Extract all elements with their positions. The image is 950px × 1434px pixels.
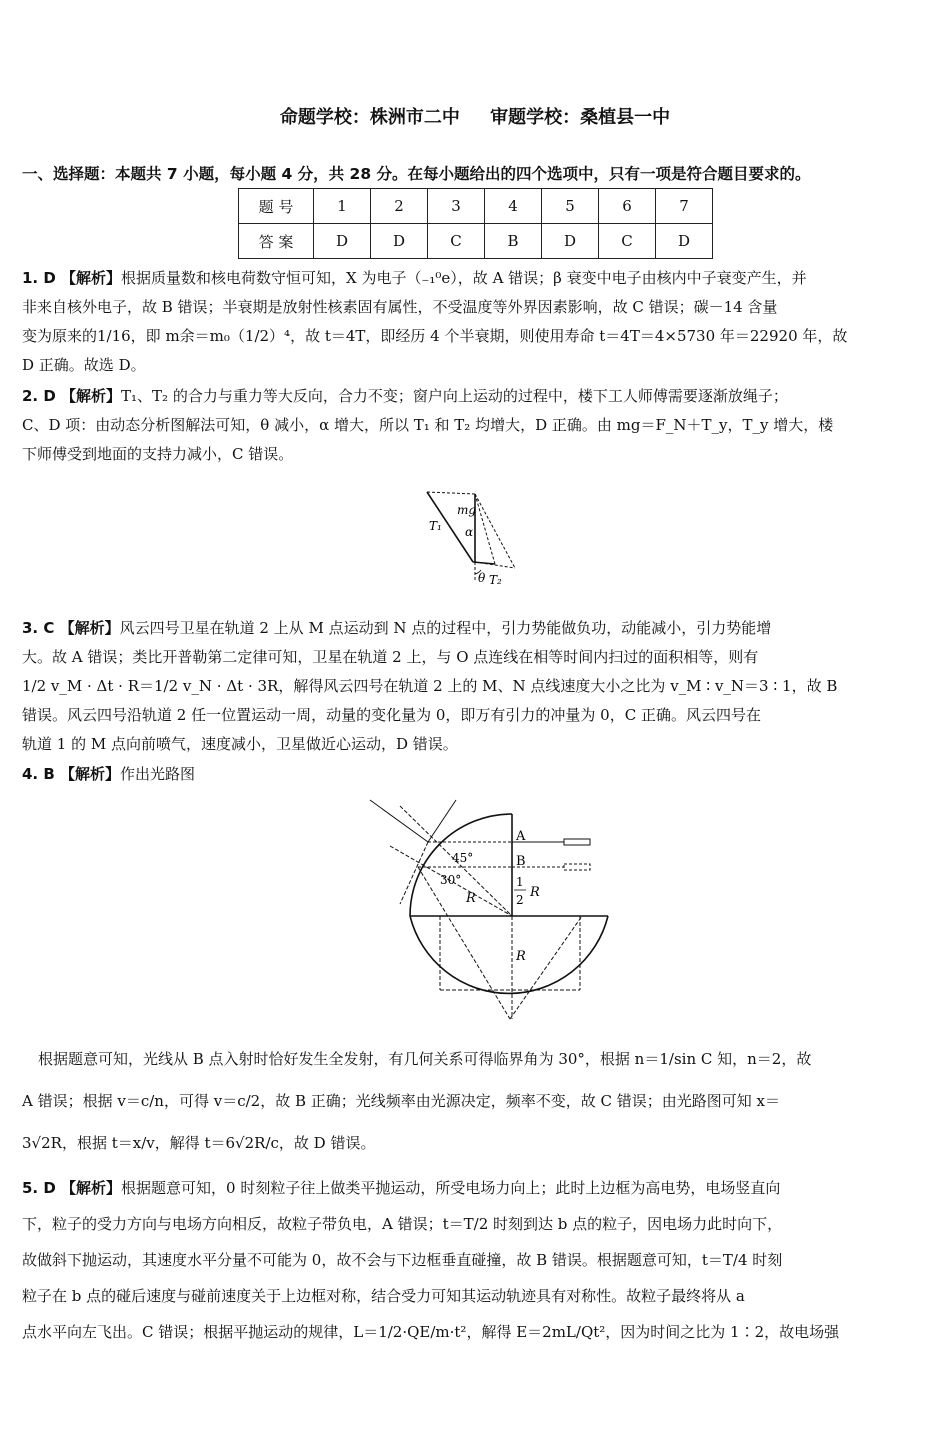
question-number-cell: 3 <box>428 189 485 224</box>
force-diagram <box>415 484 535 594</box>
q4-line: 根据题意可知，光线从 B 点入射时恰好发生全发射，有几何关系可得临界角为 30°，根据 n＝1/sin C 知，n＝2，故 <box>38 1050 812 1068</box>
half-denominator: 2 <box>516 893 524 907</box>
point-a-label: A <box>516 829 526 844</box>
answer-cell: D <box>371 224 428 259</box>
light-path-diagram <box>350 794 620 1024</box>
q4-line: 3√2R，根据 t＝x/v，解得 t＝6√2R/c，故 D 错误。 <box>22 1134 376 1152</box>
answer-cell: D <box>314 224 371 259</box>
question-number-cell: 2 <box>371 189 428 224</box>
q3-line: 风云四号卫星在轨道 2 上从 M 点运动到 N 点的过程中，引力势能做负功，动能减小，引力势能增 <box>119 619 772 637</box>
q4-line: A 错误；根据 v＝c/n，可得 v＝c/2，故 B 正确；光线频率由光源决定，频率不变，故 C 错误；由光路图可知 x＝ <box>22 1092 781 1110</box>
t1-label: T₁ <box>429 519 442 533</box>
q5-head: 5. D 【解析】 <box>22 1179 122 1197</box>
q4-line: 作出光路图 <box>120 765 196 783</box>
q3-line: 大。故 A 错误；类比开普勒第二定律可知，卫星在轨道 2 上，与 O 点连线在相等时间内扫过的面积相等，则有 <box>22 648 759 666</box>
question-number-cell: 6 <box>599 189 656 224</box>
alpha-label: α <box>465 525 474 539</box>
question-number-cell: 5 <box>542 189 599 224</box>
page-header <box>0 103 950 129</box>
q2-head: 2. D 【解析】 <box>22 387 122 405</box>
point-b-label: B <box>516 854 526 869</box>
table-header-cell: 答 案 <box>239 224 314 259</box>
solution-q2 <box>22 382 934 469</box>
theta-label: θ <box>478 571 486 585</box>
q1-head: 1. D 【解析】 <box>22 269 122 287</box>
q3-line: 错误。风云四号沿轨道 2 任一位置运动一周，动量的变化量为 0，即万有引力的冲量为 0，C 正确。风云四号在 <box>22 706 761 724</box>
answer-cell: D <box>656 224 713 259</box>
table-row <box>239 224 713 259</box>
q1-line: 根据质量数和核电荷数守恒可知，X 为电子（₋₁⁰e），故 A 错误；β 衰变中电子由核内中子衰变产生，并 <box>121 269 807 287</box>
solution-q5 <box>22 1170 934 1350</box>
answer-cell: C <box>428 224 485 259</box>
q3-line: 1/2 v_M · Δt · R＝1/2 v_N · Δt · 3R，解得风云四号在轨道 2 上的 M、N 点线速度大小之比为 v_M ∶ v_N＝3 ∶ 1，故 B <box>22 677 838 695</box>
angle-45-label: 45° <box>452 851 474 865</box>
answer-table <box>238 188 713 259</box>
table-row <box>239 189 713 224</box>
half-radius-label: R <box>530 885 540 900</box>
q2-line: 下师傅受到地面的支持力减小，C 错误。 <box>22 445 294 463</box>
q2-line: T₁、T₂ 的合力与重力等大反向，合力不变；窗户向上运动的过程中，楼下工人师傅需要逐渐放绳子； <box>121 387 788 405</box>
proposing-school: 命题学校：株洲市二中 <box>279 107 460 128</box>
answer-cell: B <box>485 224 542 259</box>
q5-line: 根据题意可知，0 时刻粒子往上做类平抛运动，所受电场力向上；此时上边框为高电势，电场竖直向 <box>121 1179 781 1197</box>
q2-line: C、D 项：由动态分析图解法可知，θ 减小，α 增大，所以 T₁ 和 T₂ 均增大，D 正确。由 mg＝F_N＋T_y，T_y 增大，楼 <box>22 416 834 434</box>
q1-line: D 正确。故选 D。 <box>22 356 146 374</box>
q1-line: 变为原来的1/16，即 m余＝m₀（1/2）⁴，故 t＝4T，即经历 4 个半衰期，则使用寿命 t＝4T＝4×5730 年＝22920 年，故 <box>22 327 848 345</box>
question-number-cell: 4 <box>485 189 542 224</box>
solution-q4-text <box>22 1038 934 1164</box>
solution-q4 <box>22 760 934 789</box>
solution-q1 <box>22 264 934 380</box>
answer-cell: D <box>542 224 599 259</box>
q5-line: 点水平向左飞出。C 错误；根据平抛运动的规律，L＝1/2·QE/m·t²，解得 E＝2mL/Qt²，因为时间之比为 1∶2，故电场强 <box>22 1323 840 1341</box>
reviewing-school: 审题学校：桑植县一中 <box>490 107 671 128</box>
q4-head: 4. B 【解析】 <box>22 765 121 783</box>
solution-q3 <box>22 614 934 759</box>
angle-30-label: 30° <box>440 873 462 887</box>
q5-line: 故做斜下抛运动，其速度水平分量不可能为 0，故不会与下边框垂直碰撞，故 B 错误。根据题意可知，t＝T/4 时刻 <box>22 1251 783 1269</box>
half-numerator: 1 <box>516 875 524 889</box>
mg-label: mg <box>457 503 477 517</box>
q5-line: 下，粒子的受力方向与电场方向相反，故粒子带负电，A 错误；t＝T/2 时刻到达 b 点的粒子，因电场力此时向下， <box>22 1215 783 1233</box>
radius-label-lower: R <box>516 949 526 964</box>
t2-label: T₂ <box>489 573 502 587</box>
table-header-cell: 题 号 <box>239 189 314 224</box>
question-number-cell: 1 <box>314 189 371 224</box>
q5-line: 粒子在 b 点的碰后速度与碰前速度关于上边框对称，结合受力可知其运动轨迹具有对称性。故粒子最终将从 a <box>22 1287 745 1305</box>
section-title: 一、选择题：本题共 7 小题，每小题 4 分，共 28 分。在每小题给出的四个选项中，只有一项是符合题目要求的。 <box>22 165 811 183</box>
q3-line: 轨道 1 的 M 点向前喷气，速度减小，卫星做近心运动，D 错误。 <box>22 735 458 753</box>
answer-cell: C <box>599 224 656 259</box>
radius-label-upper: R <box>466 891 476 906</box>
q1-line: 非来自核外电子，故 B 错误；半衰期是放射性核素固有属性，不受温度等外界因素影响，故 C 错误；碳－14 含量 <box>22 298 778 316</box>
q3-head: 3. C 【解析】 <box>22 619 120 637</box>
question-number-cell: 7 <box>656 189 713 224</box>
